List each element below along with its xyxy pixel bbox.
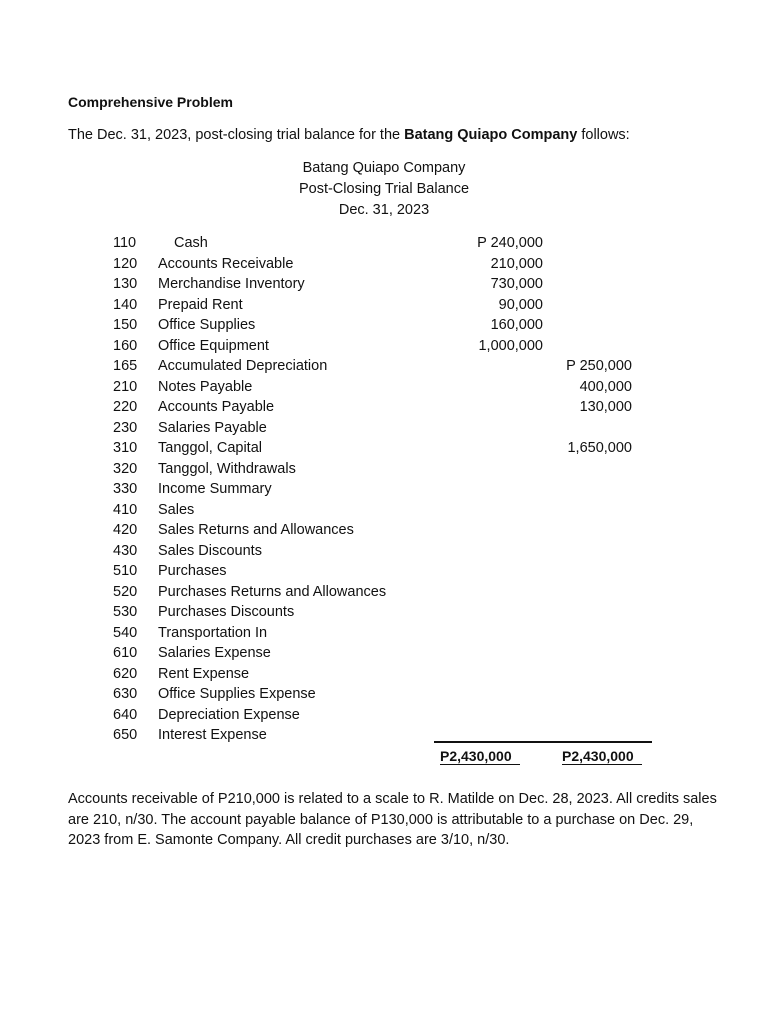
account-code: 430	[113, 542, 138, 559]
account-name: Tanggol, Capital	[158, 440, 262, 456]
account-code: 640	[113, 706, 138, 723]
account-name: Rent Expense	[158, 665, 250, 682]
account-code: 540	[113, 624, 138, 641]
account-code: 420	[113, 522, 138, 538]
account-code: 110	[113, 235, 137, 251]
account-code: 520	[113, 583, 138, 600]
account-name: Accounts Receivable	[158, 255, 294, 272]
account-name: Notes Payable	[158, 378, 253, 395]
debit-amount: 1,000,000	[478, 337, 543, 354]
account-code: 220	[113, 399, 138, 415]
account-code: 165	[113, 358, 138, 374]
account-name: Office Supplies	[158, 317, 256, 333]
account-name: Purchases Returns and Allowances	[158, 583, 387, 600]
account-name: Salaries Payable	[158, 419, 267, 436]
account-code: 650	[113, 727, 138, 743]
account-name: Sales Returns and Allowances	[158, 522, 354, 538]
account-name: Merchandise Inventory	[158, 276, 305, 292]
total-debit: P2,430,000	[440, 748, 520, 765]
table-row	[0, 235, 768, 255]
credit-amount: 400,000	[579, 378, 632, 395]
account-code: 410	[113, 501, 138, 518]
account-name: Transportation In	[158, 624, 268, 641]
table-row	[0, 420, 768, 440]
account-name: Cash	[174, 235, 208, 251]
table-row	[0, 256, 768, 276]
table-row	[0, 276, 768, 296]
table-row	[0, 317, 768, 337]
account-name: Accumulated Depreciation	[158, 358, 328, 374]
table-row	[0, 645, 768, 665]
table-row	[0, 604, 768, 624]
account-code: 630	[113, 686, 138, 702]
table-row	[0, 625, 768, 645]
account-code: 120	[113, 255, 138, 272]
credit-amount: 1,650,000	[567, 440, 632, 456]
report-date: Dec. 31, 2023	[338, 202, 430, 218]
table-row	[0, 379, 768, 399]
table-row	[0, 666, 768, 686]
account-code: 320	[113, 460, 138, 477]
account-name: Purchases	[158, 563, 227, 579]
credit-amount: 130,000	[579, 399, 632, 415]
table-row	[0, 297, 768, 317]
intro-text-after: follows:	[577, 127, 630, 143]
table-row	[0, 584, 768, 604]
account-name: Office Equipment	[158, 337, 269, 354]
account-name: Accounts Payable	[158, 399, 275, 415]
table-row	[0, 686, 768, 706]
total-rule	[434, 741, 652, 743]
account-code: 150	[113, 317, 138, 333]
table-row	[0, 502, 768, 522]
account-code: 510	[113, 563, 138, 579]
account-name: Income Summary	[158, 481, 272, 497]
table-row	[0, 440, 768, 460]
debit-amount: 90,000	[498, 296, 543, 313]
account-name: Sales	[158, 501, 195, 518]
credit-amount: P 250,000	[566, 358, 632, 374]
account-name: Prepaid Rent	[158, 296, 243, 313]
account-code: 620	[113, 665, 138, 682]
account-code: 610	[113, 645, 138, 661]
intro-text-before: The Dec. 31, 2023, post-closing trial balance for the	[68, 127, 405, 143]
table-row	[0, 522, 768, 542]
table-row	[0, 461, 768, 481]
account-name: Tanggol, Withdrawals	[158, 460, 296, 477]
intro-company-name: Batang Quiapo Company	[404, 127, 578, 143]
table-row	[0, 481, 768, 501]
table-row	[0, 543, 768, 563]
account-code: 310	[113, 440, 138, 456]
footer-paragraph: Accounts receivable of P210,000 is related to a scale to R. Matilde on Dec. 28, 2023. All credits sales are 210, n/30. The account payable balance of P130,000 is attributable to a purchase on Dec. 29, 2023 from E. Samonte Company. All credit purchases are 3/10, n/30.	[68, 791, 717, 848]
account-name: Interest Expense	[158, 727, 267, 743]
intro-paragraph	[68, 127, 630, 143]
account-code: 210	[113, 378, 138, 395]
account-code: 160	[113, 337, 138, 354]
account-code: 230	[113, 419, 138, 436]
problem-heading: Comprehensive Problem	[68, 94, 233, 110]
account-name: Sales Discounts	[158, 542, 262, 559]
table-row	[0, 338, 768, 358]
report-title: Post-Closing Trial Balance	[298, 181, 470, 197]
account-code: 130	[113, 276, 138, 292]
table-row	[0, 563, 768, 583]
debit-amount: P 240,000	[477, 235, 543, 251]
account-name: Salaries Expense	[158, 645, 271, 661]
table-row	[0, 707, 768, 727]
table-row	[0, 399, 768, 419]
total-credit: P2,430,000	[562, 748, 642, 765]
report-company-name: Batang Quiapo Company	[302, 160, 466, 176]
debit-amount: 160,000	[490, 317, 543, 333]
table-row	[0, 358, 768, 378]
account-code: 140	[113, 296, 138, 313]
account-code: 330	[113, 481, 138, 497]
account-name: Purchases Discounts	[158, 604, 295, 620]
account-name: Depreciation Expense	[158, 706, 300, 723]
debit-amount: 730,000	[490, 276, 543, 292]
account-code: 530	[113, 604, 138, 620]
debit-amount: 210,000	[490, 255, 543, 272]
account-name: Office Supplies Expense	[158, 686, 316, 702]
table-row	[0, 727, 768, 747]
